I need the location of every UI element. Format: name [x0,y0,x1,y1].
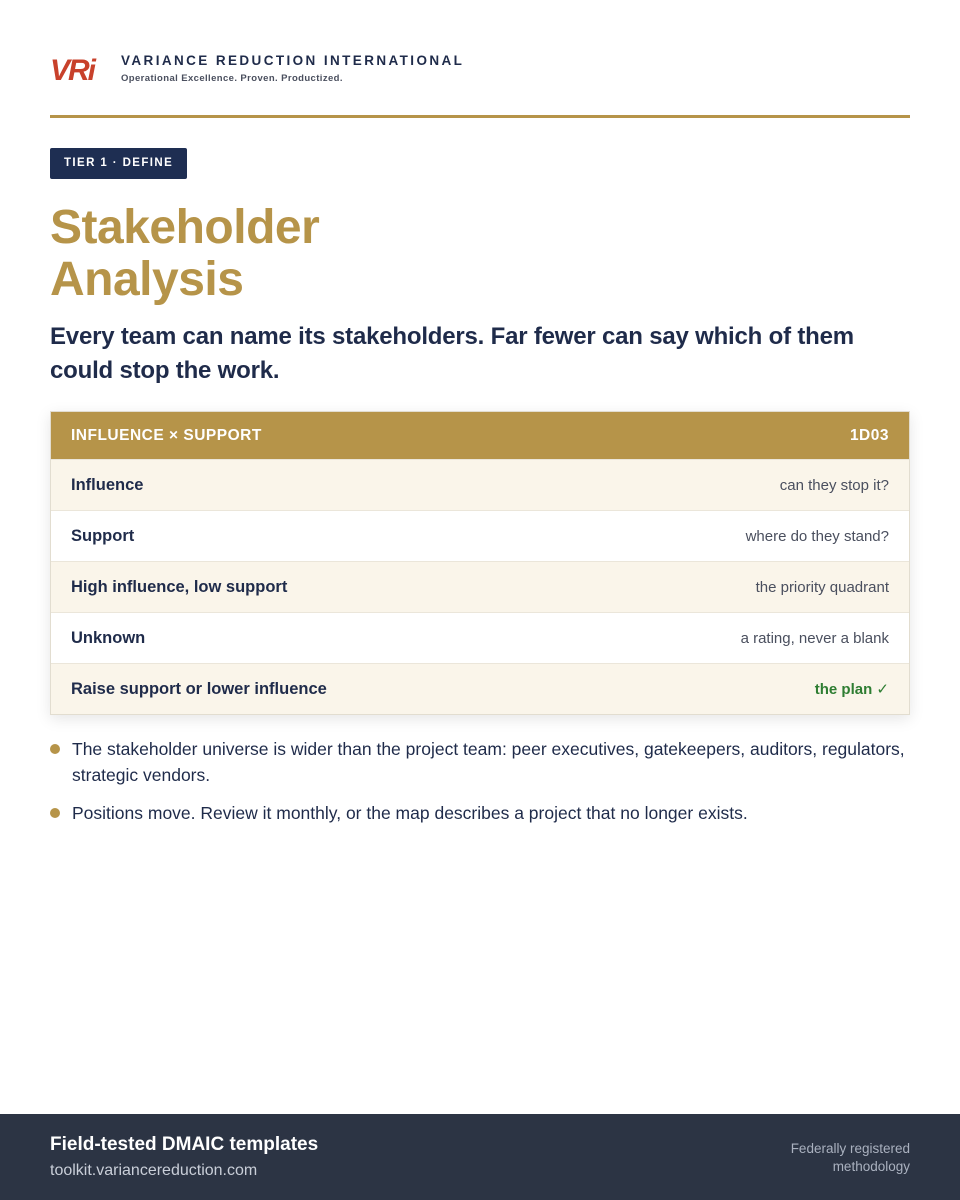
row-value: where do they stand? [745,527,889,545]
logo-text: VRi [50,54,95,84]
table-row [51,612,909,663]
brand-name: VARIANCE REDUCTION INTERNATIONAL [121,53,465,68]
card-header-code: 1D03 [849,426,889,444]
title-line-2: Analysis [50,253,244,306]
table-row [51,459,909,510]
influence-support-card [50,411,910,715]
footer [0,1114,960,1200]
table-row [51,561,909,612]
brand-header [50,50,910,90]
card-header [51,412,909,459]
table-row [51,663,909,714]
bullet-text: Positions move. Review it monthly, or the map describes a project that no longer exists. [72,803,748,823]
title-line-1: Stakeholder [50,201,320,254]
row-value: a rating, never a blank [740,629,889,647]
card-header-title: INFLUENCE × SUPPORT [71,426,262,444]
page-subtitle: Every team can name its stakeholders. Far fewer can say which of them could stop the work. [50,323,854,384]
footer-url: toolkit.variancereduction.com [50,1162,258,1179]
footer-note: Federally registered methodology [790,1141,910,1174]
row-label: Influence [71,475,144,494]
row-label: Raise support or lower influence [71,679,327,698]
tier-badge: TIER 1 · DEFINE [50,148,187,179]
row-label: Unknown [71,628,146,647]
plan-value-with-check-icon: the plan ✓ [814,681,889,698]
table-row [51,510,909,561]
header-divider [50,115,910,118]
vri-logo [50,54,106,84]
bullet-text: The stakeholder universe is wider than the project team: peer executives, gatekeepers, auditors, regulators, strategic vendors. [72,739,905,785]
row-value: the priority quadrant [755,578,889,596]
footer-title: Field-tested DMAIC templates [50,1134,319,1155]
page-title [50,202,319,306]
row-label: High influence, low support [71,577,288,596]
row-label: Support [71,526,135,545]
list-item [50,800,910,826]
list-item [50,736,910,788]
brand-tagline: Operational Excellence. Proven. Productized. [121,73,343,84]
bullet-list [50,736,910,838]
row-value: can they stop it? [779,476,889,494]
bullet-dot-icon [50,744,60,754]
bullet-dot-icon [50,808,60,818]
